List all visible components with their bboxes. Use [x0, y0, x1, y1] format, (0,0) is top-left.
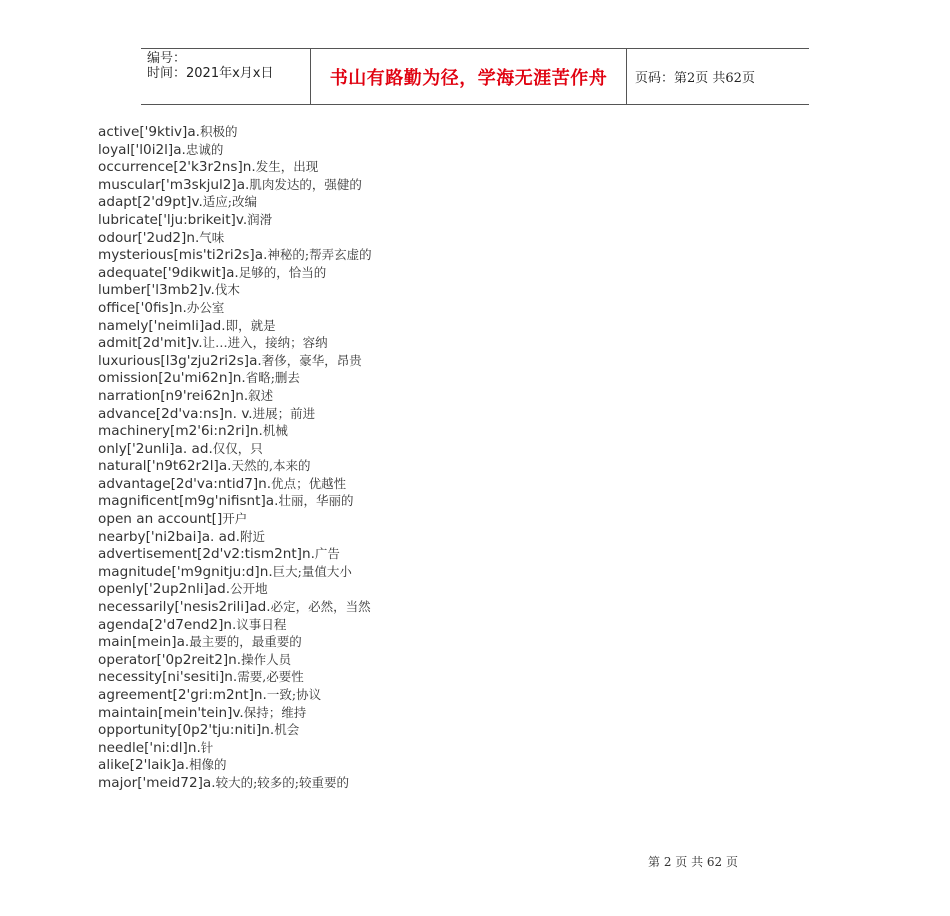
vocab-definition: 壮丽，华丽的	[278, 493, 354, 509]
vocab-definition: 奢侈，豪华，昂贵	[261, 352, 362, 368]
vocab-definition: 保持；维持	[243, 704, 307, 720]
vocab-entry: openly['2up2nli]ad.	[98, 581, 231, 598]
vocab-definition: 最主要的，最重要的	[189, 634, 302, 650]
vocab-definition: 肌肉发达的，强健的	[249, 176, 362, 192]
vocab-entry: lubricate['lju:brikeit]v.	[98, 211, 248, 228]
vocab-entry: active['9ktiv]a.	[98, 124, 200, 140]
vocab-item	[98, 176, 372, 194]
vocab-entry: natural['n9t62r2l]a.	[98, 458, 232, 475]
vocab-entry: only['2unli]a. ad.	[98, 440, 213, 457]
vocab-item	[98, 229, 372, 247]
vocab-definition: 广告	[314, 546, 340, 562]
vocab-entry: operator['0p2reit2]n.	[98, 651, 242, 668]
vocab-definition: 操作人员	[241, 651, 292, 667]
document-header	[141, 48, 809, 105]
vocab-item	[98, 580, 372, 598]
vocab-entry: machinery[m2'6i:n2ri]n.	[98, 423, 263, 440]
vocab-item	[98, 598, 372, 616]
vocab-entry: adequate['9dikwit]a.	[98, 264, 239, 281]
vocab-entry: alike[2'laik]a.	[98, 757, 190, 774]
vocab-item	[98, 123, 372, 141]
vocab-definition: 天然的,本来的	[231, 458, 311, 474]
vocab-item	[98, 211, 372, 229]
vocab-item	[98, 264, 372, 282]
vocab-entry: narration[n9'rei62n]n.	[98, 387, 249, 404]
vocab-definition: 必定，必然，当然	[270, 599, 371, 615]
vocab-entry: namely['neimli]ad.	[98, 317, 226, 334]
header-page-cell	[627, 49, 809, 104]
vocab-item	[98, 141, 372, 159]
vocab-definition: 适应;改编	[202, 194, 258, 210]
vocab-entry: advertisement[2d'v2:tism2nt]n.	[98, 546, 315, 563]
vocab-entry: omission[2u'mi62n]n.	[98, 370, 246, 387]
vocab-definition: 巨大;量值大小	[272, 563, 352, 579]
vocab-definition: 需要,必要性	[237, 669, 304, 685]
vocab-entry: adapt[2'd9pt]v.	[98, 194, 203, 211]
vocab-item	[98, 492, 372, 510]
vocab-definition: 润滑	[247, 211, 273, 227]
vocab-entry: major['meid72]a.	[98, 774, 216, 791]
vocab-item	[98, 739, 372, 757]
vocab-definition: 相像的	[189, 757, 227, 773]
vocab-item	[98, 369, 372, 387]
vocab-definition: 神秘的;帮弄玄虚的	[267, 247, 372, 263]
vocab-item	[98, 704, 372, 722]
vocab-definition: 开户	[222, 511, 248, 527]
vocab-item	[98, 668, 372, 686]
vocab-item	[98, 457, 372, 475]
vocab-item	[98, 405, 372, 423]
vocab-item	[98, 633, 372, 651]
vocab-definition: 叙述	[248, 387, 274, 403]
vocab-definition: 机械	[262, 423, 288, 439]
motto-text: 书山有路勤为径，学海无涯苦作舟	[329, 67, 608, 89]
vocab-definition: 省略;删去	[245, 370, 300, 386]
vocab-entry: muscular['m3skjul2]a.	[98, 176, 250, 193]
vocab-definition: 优点；优越性	[271, 475, 347, 491]
vocab-item	[98, 158, 372, 176]
vocab-item	[98, 756, 372, 774]
vocab-definition: 积极的	[200, 124, 238, 139]
vocab-item	[98, 475, 372, 493]
vocab-item	[98, 510, 372, 528]
vocab-definition: 机会	[274, 722, 300, 738]
vocab-entry: necessarily['nesis2rili]ad.	[98, 599, 271, 616]
vocab-definition: 针	[200, 739, 214, 755]
vocab-item	[98, 651, 372, 669]
vocab-entry: open an account[]	[98, 511, 223, 528]
vocab-item	[98, 528, 372, 546]
vocab-item	[98, 334, 372, 352]
vocab-item	[98, 440, 372, 458]
vocab-entry: necessity[ni'sesiti]n.	[98, 669, 238, 686]
vocab-entry: agenda[2'd7end2]n.	[98, 616, 237, 633]
date-label: 时间：2021年x月x日	[147, 66, 274, 81]
vocab-item	[98, 545, 372, 563]
vocab-definition: 议事日程	[236, 616, 287, 632]
vocab-item	[98, 193, 372, 211]
vocab-item	[98, 774, 372, 792]
vocab-item	[98, 721, 372, 739]
vocab-entry: odour['2ud2]n.	[98, 229, 200, 246]
vocab-entry: advantage[2d'va:ntid7]n.	[98, 475, 272, 492]
vocab-entry: maintain[mein'tein]v.	[98, 704, 244, 721]
vocab-definition: 即，就是	[225, 317, 276, 333]
vocab-item	[98, 686, 372, 704]
vocab-item	[98, 317, 372, 335]
vocab-entry: advance[2d'va:ns]n. v.	[98, 405, 253, 422]
vocab-entry: magnitude['m9gnitju:d]n.	[98, 563, 273, 580]
vocab-definition: 附近	[239, 528, 265, 544]
vocab-entry: nearby['ni2bai]a. ad.	[98, 528, 240, 545]
vocab-entry: needle['ni:dl]n.	[98, 739, 201, 756]
vocab-entry: lumber['l3mb2]v.	[98, 282, 215, 299]
header-page-label: 页码：第2页 共62页	[635, 71, 755, 86]
vocab-definition: 发生，出现	[255, 159, 319, 175]
vocab-definition: 忠诚的	[185, 141, 224, 157]
vocab-definition: 足够的，恰当的	[238, 264, 327, 280]
vocab-entry: mysterious[mis'ti2ri2s]a.	[98, 247, 268, 264]
vocab-entry: loyal['l0i2l]a.	[98, 141, 186, 158]
vocab-item	[98, 422, 372, 440]
vocab-item	[98, 246, 372, 264]
vocab-entry: magnificent[m9g'nifisnt]a.	[98, 493, 279, 510]
vocab-definition: 伐木	[214, 282, 240, 298]
vocab-item	[98, 563, 372, 581]
vocab-entry: agreement[2'gri:m2nt]n.	[98, 687, 267, 703]
vocab-item	[98, 281, 372, 299]
vocab-item	[98, 352, 372, 370]
vocab-entry: opportunity[0p2'tju:niti]n.	[98, 722, 275, 739]
vocab-entry: admit[2d'mit]v.	[98, 335, 203, 352]
vocab-entry: luxurious[l3g'zju2ri2s]a.	[98, 352, 262, 369]
vocab-definition: 一致;协议	[266, 687, 322, 702]
vocab-item	[98, 299, 372, 317]
vocab-definition: 办公室	[186, 299, 225, 315]
header-meta-cell	[141, 49, 311, 104]
header-motto-cell	[311, 49, 627, 104]
page-footer: 第 2 页 共 62 页	[648, 855, 738, 869]
vocab-item	[98, 387, 372, 405]
vocab-entry: main[mein]a.	[98, 634, 190, 651]
vocab-definition: 仅仅，只	[212, 440, 263, 456]
vocab-definition: 让…进入，接纳；容纳	[202, 335, 328, 351]
vocabulary-list	[98, 123, 372, 792]
number-label: 编号：	[147, 51, 187, 66]
vocab-entry: office['0fis]n.	[98, 299, 187, 316]
vocab-item	[98, 616, 372, 634]
vocab-definition: 进展；前进	[252, 405, 316, 421]
vocab-entry: occurrence[2'k3r2ns]n.	[98, 159, 256, 176]
vocab-definition: 公开地	[230, 581, 268, 597]
vocab-definition: 气味	[199, 229, 225, 245]
vocab-definition: 较大的;较多的;较重要的	[215, 774, 349, 790]
